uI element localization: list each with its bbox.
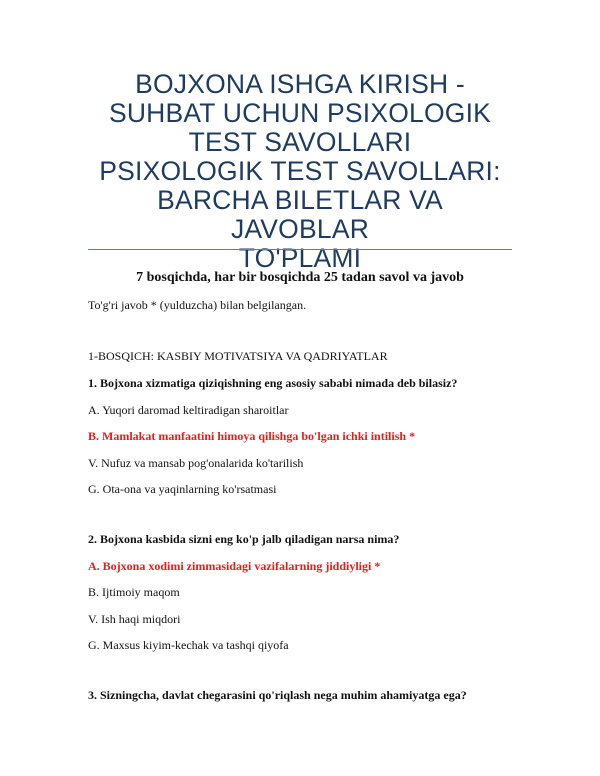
answer-option: A. Yuqori daromad keltiradigan sharoitlar xyxy=(88,403,289,417)
title-divider xyxy=(88,249,512,250)
answer-option: B. Ijtimoiy maqom xyxy=(88,585,180,599)
section-heading: 1-BOSQICH: KASBIY MOTIVATSIYA VA QADRIYATLAR xyxy=(88,349,388,363)
document-title xyxy=(88,70,512,273)
title-line: BOJXONA ISHGA KIRISH - xyxy=(135,69,465,99)
title-line: TEST SAVOLLARI xyxy=(188,127,412,157)
answer-option-correct: B. Mamlakat manfaatini himoya qilishga bo'lgan ichki intilish * xyxy=(88,429,416,443)
answer-option: V. Ish haqi miqdori xyxy=(88,612,181,626)
question-text: 2. Bojxona kasbida sizni eng ko'p jalb qiladigan narsa nima? xyxy=(88,532,400,546)
answer-option: V. Nufuz va mansab pog'onalarida ko'tarilish xyxy=(88,456,304,470)
title-line: TO'PLAMI xyxy=(238,243,362,273)
title-line: SUHBAT UCHUN PSIXOLOGIK xyxy=(108,98,492,128)
answer-option: G. Maxsus kiyim-kechak va tashqi qiyofa xyxy=(88,638,289,652)
answer-option-correct: A. Bojxona xodimi zimmasidagi vazifalarning jiddiyligi * xyxy=(88,559,381,573)
note-text: To'g'ri javob * (yulduzcha) bilan belgilangan. xyxy=(88,298,307,312)
subtitle: 7 bosqichda, har bir bosqichda 25 tadan savol va javob xyxy=(136,270,464,285)
answer-option: G. Ota-ona va yaqinlarning ko'rsatmasi xyxy=(88,482,277,496)
title-line: PSIXOLOGIK TEST SAVOLLARI: xyxy=(99,156,501,186)
question-text: 3. Sizningcha, davlat chegarasini qo'riqlash nega muhim ahamiyatga ega? xyxy=(88,688,467,702)
question-text: 1. Bojxona xizmatiga qiziqishning eng asosiy sababi nimada deb bilasiz? xyxy=(88,376,458,390)
title-line: BARCHA BILETLAR VA JAVOBLAR xyxy=(157,185,443,244)
